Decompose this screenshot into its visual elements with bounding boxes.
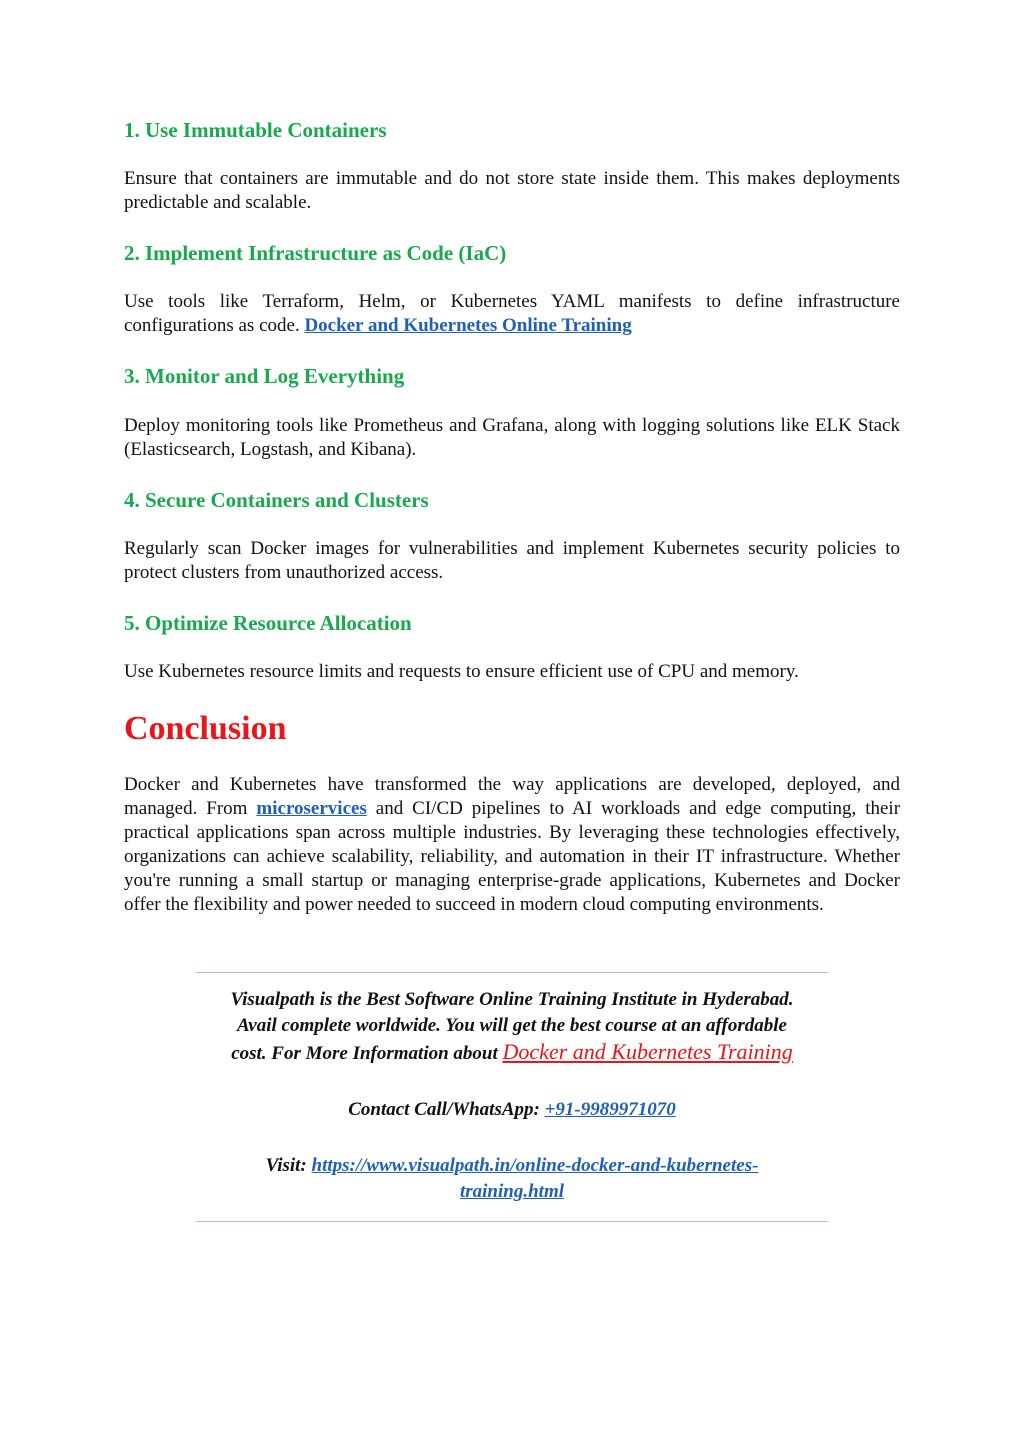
visit-url-part-2: training.html	[459, 1181, 565, 1202]
section-text-4: Regularly scan Docker images for vulnerabilities and implement Kubernetes security policies to protect clusters from unauthorized access.	[124, 537, 900, 583]
section-text-1: Ensure that containers are immutable and do not store state inside them. This makes deployments predictable and scalable.	[124, 168, 900, 214]
document-body	[124, 118, 900, 943]
footer-line-3-prefix: cost. For More Information about	[231, 1043, 498, 1064]
section-text-5: Use Kubernetes resource limits and requests to ensure efficient use of CPU and memory.	[124, 660, 799, 682]
promo-footer	[196, 972, 828, 1222]
footer-visit	[196, 1153, 828, 1205]
footer-line-1: Visualpath is the Best Software Online Training Institute in Hyderabad.	[230, 989, 794, 1010]
section-heading-4: 4. Secure Containers and Clusters	[124, 487, 429, 512]
visit-url-link[interactable]	[312, 1155, 759, 1202]
section-heading-5: 5. Optimize Resource Allocation	[124, 610, 412, 635]
docker-kubernetes-training-link[interactable]: Docker and Kubernetes Training	[502, 1039, 793, 1064]
contact-label: Contact Call/WhatsApp:	[348, 1099, 540, 1120]
section-text-3: Deploy monitoring tools like Prometheus and Grafana, along with logging solutions like ELK Stack (Elasticsearch, Logstash, and Kibana).	[124, 414, 900, 460]
section-heading-1: 1. Use Immutable Containers	[124, 118, 387, 142]
section-text-2	[124, 290, 900, 338]
visit-url-part-1: https://www.visualpath.in/online-docker-and-kubernetes-	[311, 1155, 759, 1176]
docker-kubernetes-online-training-link[interactable]: Docker and Kubernetes Online Training	[304, 315, 632, 337]
conclusion-heading: Conclusion	[124, 709, 287, 747]
section-text-2-body: Use tools like Terraform, Helm, or Kubernetes YAML manifests to define infrastructure configurations as code.	[124, 291, 900, 337]
phone-link[interactable]: +91-9989971070	[544, 1099, 676, 1120]
section-heading-2: 2. Implement Infrastructure as Code (IaC)	[124, 241, 507, 266]
conclusion-text-start: Docker and Kubernetes have transformed the way applications are developed, deployed, and managed. From	[124, 774, 900, 820]
section-heading-3: 3. Monitor and Log Everything	[124, 364, 405, 389]
conclusion-text-end: and CI/CD pipelines to AI workloads and edge computing, their practical applications span across multiple industries. By leveraging these technologies effectively, organizations can achieve scalability, reliability, and automation in their IT infrastructure. Whether you're running a small startup or managing enterprise-grade applications, Kubernetes and Docker offer the flexibility and power needed to succeed in modern cloud computing environments.	[124, 798, 901, 916]
microservices-link[interactable]: microservices	[256, 798, 367, 820]
footer-contact	[196, 1097, 828, 1123]
footer-line-2: Avail complete worldwide. You will get the best course at an affordable	[237, 1015, 787, 1036]
conclusion-text	[124, 773, 900, 917]
visit-label: Visit:	[265, 1155, 307, 1176]
footer-line-3	[196, 1039, 828, 1067]
